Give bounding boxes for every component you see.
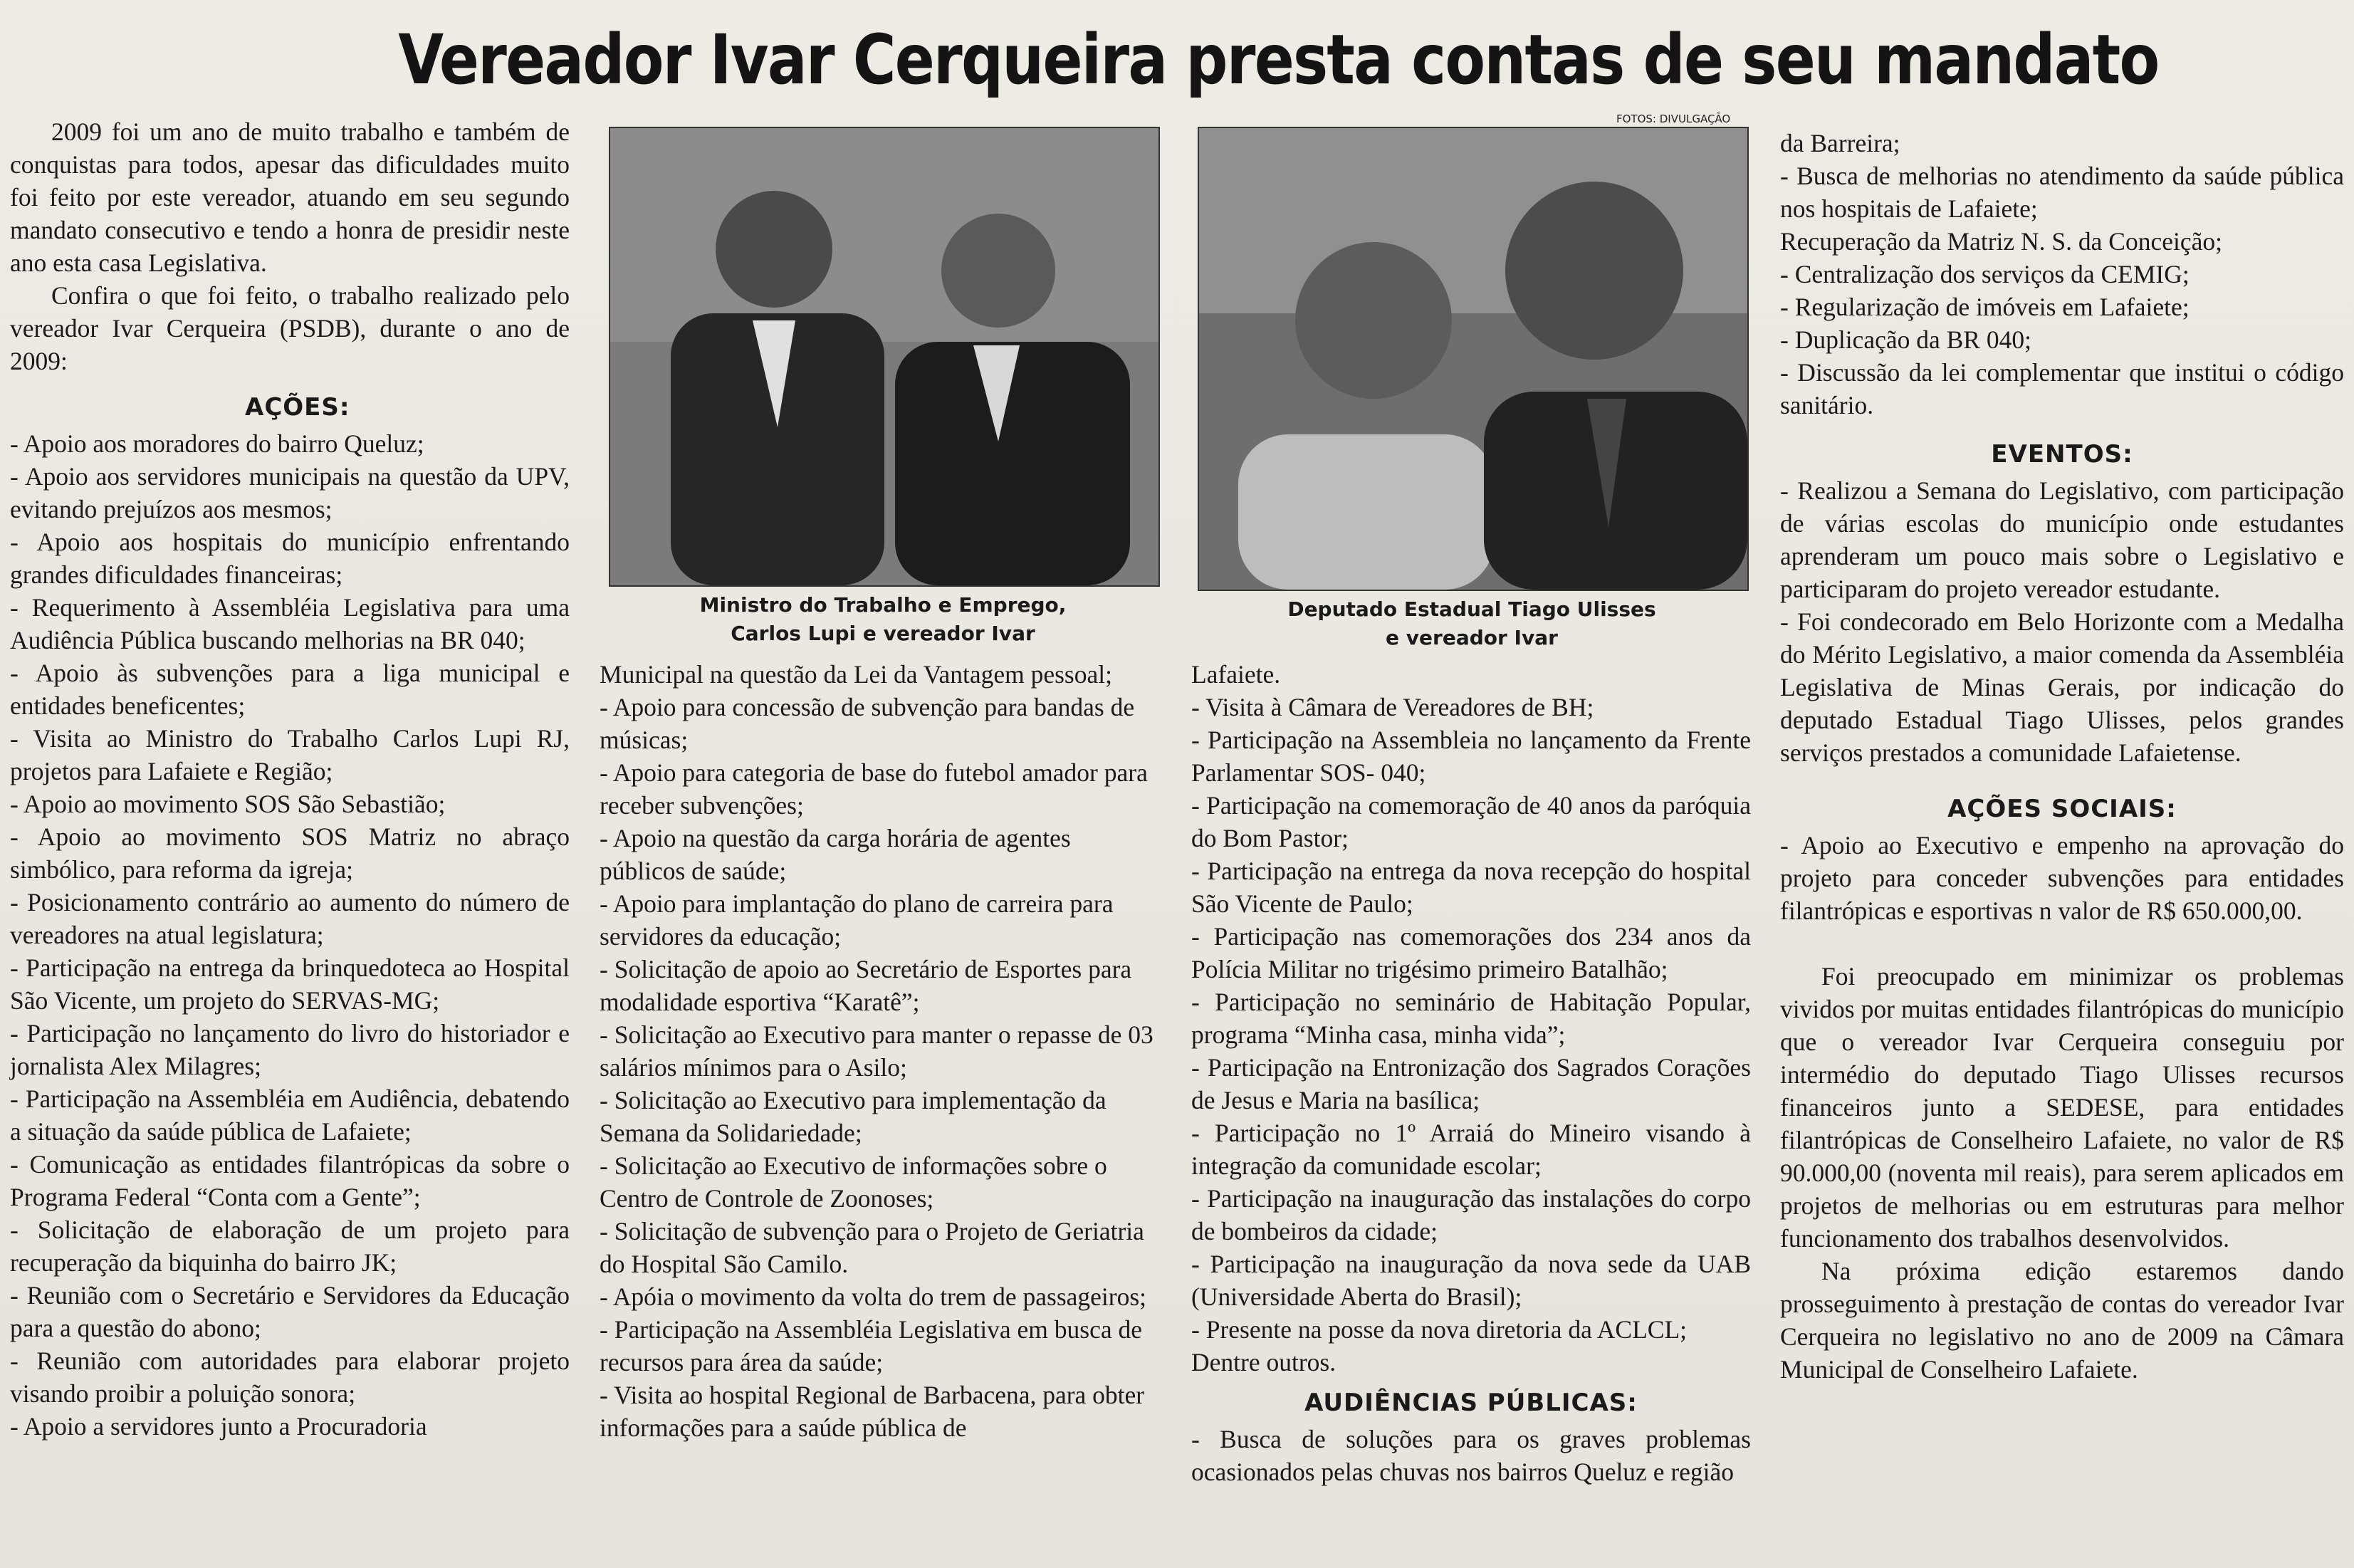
list-item: - Apóia o movimento da volta do trem de passageiros; bbox=[600, 1282, 1147, 1311]
list-item: - Reunião com autoridades para elaborar projeto visando proibir a poluição sonora; bbox=[10, 1347, 570, 1408]
list-item: - Participação no lançamento do livro do historiador e jornalista Alex Milagres; bbox=[10, 1019, 570, 1080]
list-item: - Participação na entrega da nova recepção do hospital São Vicente de Paulo; bbox=[1191, 857, 1751, 918]
list-item: - Solicitação de elaboração de um projeto para recuperação da biquinha do bairro JK; bbox=[10, 1216, 570, 1277]
list-item: - Participação no 1º Arraiá do Mineiro visando à integração da comunidade escolar; bbox=[1191, 1119, 1751, 1180]
list-item: - Apoio ao Executivo e empenho na aprovação do projeto para conceder subvenções para entidades filantrópicas e esportivas n valor de R$ 650.000,00. bbox=[1780, 831, 2344, 925]
eventos-heading: EVENTOS: bbox=[1991, 440, 2133, 469]
list-item: Lafaiete. bbox=[1191, 660, 1281, 689]
list-item: - Comunicação as entidades filantrópicas da sobre o Programa Federal “Conta com a Gente”; bbox=[10, 1150, 570, 1211]
list-item: - Participação no seminário de Habitação Popular, programa “Minha casa, minha vida”; bbox=[1191, 988, 1751, 1049]
list-item: - Requerimento à Assembléia Legislativa para uma Audiência Pública buscando melhorias na BR 040; bbox=[10, 593, 570, 654]
list-item: Recuperação da Matriz N. S. da Conceição; bbox=[1780, 227, 2222, 256]
acoes-sociais-list bbox=[1780, 829, 2344, 927]
list-item: - Apoio para concessão de subvenção para bandas de músicas; bbox=[600, 693, 1135, 754]
list-item: - Reunião com o Secretário e Servidores da Educação para a questão do abono; bbox=[10, 1281, 570, 1342]
list-item: - Participação na Assembleia no lançamento da Frente Parlamentar SOS- 040; bbox=[1191, 726, 1751, 787]
list-item: - Discussão da lei complementar que institui o código sanitário. bbox=[1780, 358, 2344, 419]
list-item: - Posicionamento contrário ao aumento do número de vereadores na atual legislatura; bbox=[10, 888, 570, 949]
photo-credit: FOTOS: DIVULGAÇÃO bbox=[1616, 113, 1731, 125]
caption-line: Deputado Estadual Tiago Ulisses bbox=[1287, 597, 1656, 621]
list-item: - Participação na inauguração da nova sede da UAB (Universidade Aberta do Brasil); bbox=[1191, 1250, 1751, 1311]
list-item: - Apoio ao movimento SOS Matriz no abraço simbólico, para reforma da igreja; bbox=[10, 822, 570, 884]
list-item: - Apoio a servidores junto a Procuradoria bbox=[10, 1412, 427, 1441]
list-item: - Realizou a Semana do Legislativo, com participação de várias escolas do município onde estudantes aprenderam um pouco mais sobre o Legislativo e participaram do projeto vereador estudante. bbox=[1780, 476, 2344, 603]
photo-ulisses-ivar bbox=[1198, 127, 1749, 591]
closing-paragraph: Foi preocupado em minimizar os problemas vividos por muitas entidades filantrópicas do município que o vereador Ivar Cerqueira conseguiu por intermédio do deputado Tiago Ulisses recursos financeiros junto a SEDESE, para entidades filantrópicas de Conselheiro Lafaiete, no valor de R$ 90.000,00 (noventa mil reais), para serem aplicados em projetos de melhorias ou em estruturas para melhor funcionamento dos trabalhos desenvolvidos. bbox=[1780, 962, 2344, 1253]
audiencias-heading: AUDIÊNCIAS PÚBLICAS: bbox=[1304, 1389, 1638, 1417]
list-item: - Solicitação ao Executivo para implementação da Semana da Solidariedade; bbox=[600, 1086, 1107, 1147]
headline: Vereador Ivar Cerqueira presta contas de seu mandato bbox=[398, 20, 2159, 100]
caption-line: e vereador Ivar bbox=[1386, 626, 1558, 649]
intro-paragraph: Confira o que foi feito, o trabalho realizado pelo vereador Ivar Cerqueira (PSDB), durante o ano de 2009: bbox=[10, 281, 570, 375]
list-item: - Solicitação de subvenção para o Projeto de Geriatria do Hospital São Camilo. bbox=[600, 1217, 1144, 1278]
list-item: - Apoio aos moradores do bairro Queluz; bbox=[10, 429, 424, 458]
list-item: - Solicitação ao Executivo para manter o repasse de 03 salários mínimos para o Asilo; bbox=[600, 1020, 1154, 1082]
list-item: - Participação na Assembléia Legislativa em busca de recursos para área da saúde; bbox=[600, 1315, 1142, 1376]
list-item: - Visita à Câmara de Vereadores de BH; bbox=[1191, 693, 1594, 721]
list-item: - Participação na Entronização dos Sagrados Corações de Jesus e Maria na basílica; bbox=[1191, 1053, 1751, 1114]
closing-paragraph: Na próxima edição estaremos dando prosseguimento à prestação de contas do vereador Ivar Cerqueira no legislativo no ano de 2009 na Câmara Municipal de Conselheiro Lafaiete. bbox=[1780, 1257, 2344, 1384]
list-item: Municipal na questão da Lei da Vantagem pessoal; bbox=[600, 660, 1112, 689]
acoes-heading: AÇÕES: bbox=[245, 393, 350, 422]
list-item: - Participação na comemoração de 40 anos da paróquia do Bom Pastor; bbox=[1191, 791, 1751, 852]
list-item: - Foi condecorado em Belo Horizonte com a Medalha do Mérito Legislativo, a maior comenda da Assembléia Legislativa de Minas Gerais, por indicação do deputado Estadual Tiago Ulisses, pelos grandes serviços prestados a comunidade Lafaietense. bbox=[1780, 607, 2344, 767]
column-4 bbox=[1780, 127, 2344, 1386]
list-item: - Apoio aos hospitais do município enfrentando grandes dificuldades financeiras; bbox=[10, 528, 570, 589]
list-item: - Solicitação ao Executivo de informações sobre o Centro de Controle de Zoonoses; bbox=[600, 1151, 1107, 1213]
list-item: - Busca de melhorias no atendimento da saúde pública nos hospitais de Lafaiete; bbox=[1780, 162, 2344, 223]
list-item: - Apoio para categoria de base do futebol amador para receber subvenções; bbox=[600, 758, 1148, 820]
list-item: - Presente na posse da nova diretoria da ACLCL; bbox=[1191, 1315, 1688, 1344]
list-item: - Visita ao Ministro do Trabalho Carlos Lupi RJ, projetos para Lafaiete e Região; bbox=[10, 724, 570, 785]
photo-image bbox=[1199, 128, 1747, 590]
list-item: - Centralização dos serviços da CEMIG; bbox=[1780, 260, 2190, 288]
list-item: - Participação na inauguração das instalações do corpo de bombeiros da cidade; bbox=[1191, 1184, 1751, 1245]
list-item: - Solicitação de apoio ao Secretário de Esportes para modalidade esportiva “Karatê”; bbox=[600, 955, 1132, 1016]
caption-line: Ministro do Trabalho e Emprego, bbox=[699, 593, 1067, 617]
list-item: - Apoio ao movimento SOS São Sebastião; bbox=[10, 790, 446, 818]
list-item: - Regularização de imóveis em Lafaiete; bbox=[1780, 293, 2190, 321]
list-item: - Apoio aos servidores municipais na questão da UPV, evitando prejuízos aos mesmos; bbox=[10, 462, 570, 523]
list-item: da Barreira; bbox=[1780, 129, 1900, 157]
list-item: - Apoio para implantação do plano de carreira para servidores da educação; bbox=[600, 889, 1114, 951]
list-item: - Participação nas comemorações dos 234 anos da Polícia Militar no trigésimo primeiro Batalhão; bbox=[1191, 922, 1751, 983]
caption-line: Carlos Lupi e vereador Ivar bbox=[731, 622, 1035, 645]
col4-list bbox=[1780, 127, 2344, 422]
audiencias-text: - Busca de soluções para os graves problemas ocasionados pelas chuvas nos bairros Queluz e região bbox=[1191, 1425, 1751, 1486]
acoes-list-col3 bbox=[1191, 658, 1751, 1379]
list-item: - Duplicação da BR 040; bbox=[1780, 325, 2031, 354]
list-item: - Apoio na questão da carga horária de agentes públicos de saúde; bbox=[600, 824, 1071, 885]
photo-caption-2 bbox=[1198, 595, 1746, 652]
list-item: Dentre outros. bbox=[1191, 1348, 1336, 1376]
list-item: - Apoio às subvenções para a liga municipal e entidades beneficentes; bbox=[10, 659, 570, 720]
acoes-sociais-heading: AÇÕES SOCIAIS: bbox=[1947, 795, 2177, 823]
column-2 bbox=[600, 658, 1159, 1444]
list-item: - Participação na entrega da brinquedoteca ao Hospital São Vicente, um projeto do SERVAS-MG; bbox=[10, 953, 570, 1015]
column-3 bbox=[1191, 658, 1751, 1488]
photo-caption-1 bbox=[609, 591, 1157, 648]
acoes-list-col1 bbox=[10, 427, 570, 1443]
photo-lupi-ivar bbox=[609, 127, 1160, 587]
photo-image bbox=[610, 128, 1158, 585]
list-item: - Participação na Assembléia em Audiência, debatendo a situação da saúde pública de Lafaiete; bbox=[10, 1084, 570, 1146]
eventos-list bbox=[1780, 474, 2344, 769]
column-1 bbox=[10, 115, 570, 1443]
list-item: - Visita ao hospital Regional de Barbacena, para obter informações para a saúde pública de bbox=[600, 1381, 1145, 1442]
intro-paragraph: 2009 foi um ano de muito trabalho e também de conquistas para todos, apesar das dificuldades muito foi feito por este vereador, atuando em seu segundo mandato consecutivo e tendo a honra de presidir neste ano esta casa Legislativa. bbox=[10, 117, 570, 277]
